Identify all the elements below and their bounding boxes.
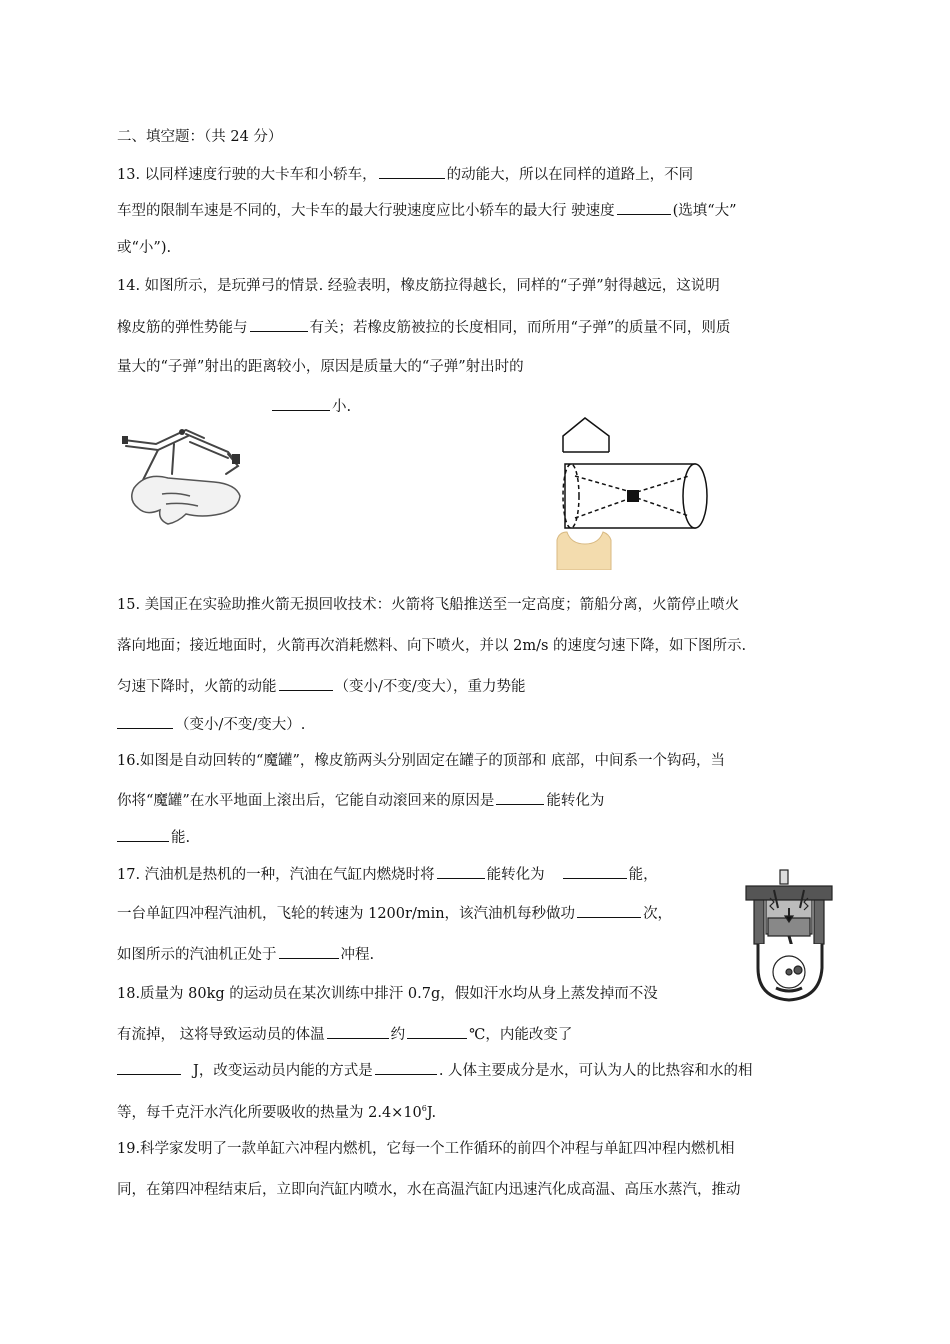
q17-line2: 一台单缸四冲程汽油机，飞轮的转速为 1200r/min，该汽油机每秒做功 次， (117, 903, 672, 924)
q13-line3: 或“小”). (117, 240, 172, 256)
q19-line1: 19.科学家发明了一款单缸六冲程内燃机，它每一个工作循环的前四个冲程与单缸四冲程内燃机相 (117, 1141, 735, 1157)
q17-line3: 如图所示的汽油机正处于 冲程. (117, 944, 374, 965)
answer-blank[interactable] (117, 827, 169, 842)
q15-line3: 匀速下降时，火箭的动能 （变小/不变/变大），重力势能 (117, 676, 526, 697)
q18-line4: 等，每千克汗水汽化所要吸收的热量为 $2.4\times 10^6J$. (117, 1104, 437, 1121)
q18-line3: J，改变运动员内能的方式是 . 人体主要成分是水，可认为人的比热容和水的相 (117, 1060, 753, 1081)
q15-line4: （变小/不变/变大）. (117, 714, 305, 735)
q14-line3: 量大的“子弹”射出的距离较小，原因是质量大的“子弹”射出时的 (117, 359, 524, 375)
answer-blank[interactable] (577, 903, 641, 918)
q19-line2: 同，在第四冲程结束后，立即向汽缸内喷水，水在高温汽缸内迅速汽化成高温、高压水蒸汽，推动 (117, 1182, 741, 1198)
q14-line2: 橡皮筋的弹性势能与 有关；若橡皮筋被拉的长度相同，而所用“子弹”的质量不同，则质 (117, 317, 730, 338)
slingshot-figure (116, 422, 252, 530)
answer-blank[interactable] (563, 864, 627, 879)
q16-line2: 你将“魔罐”在水平地面上滚出后，它能自动滚回来的原因是 能转化为 (117, 790, 604, 811)
answer-blank[interactable] (117, 714, 173, 729)
q15-line1: 15. 美国正在实验助推火箭无损回收技术：火箭将飞船推送至一定高度；箭船分离，火箭停止喷火 (117, 597, 740, 613)
answer-blank[interactable] (272, 396, 330, 411)
q13-line1: 13. 以同样速度行驶的大卡车和小轿车， 的动能大，所以在同样的道路上，不同 (117, 164, 693, 185)
answer-blank[interactable] (437, 864, 485, 879)
q15-line2: 落向地面；接近地面时，火箭再次消耗燃料、向下喷火，并以 2m/s 的速度匀速下降，如下图所示. (117, 638, 747, 654)
answer-blank[interactable] (117, 1060, 181, 1075)
q18-line2: 有流掉， 这将导致运动员的体温 约 ℃，内能改变了 (117, 1024, 572, 1045)
q13-line2: 车型的限制车速是不同的，大卡车的最大行驶速度应比小轿车的最大行 驶速度 (选填“大” (117, 200, 737, 221)
answer-blank[interactable] (279, 944, 339, 959)
q17-line1: 17. 汽油机是热机的一种，汽油在气缸内燃烧时将 能转化为 能， (117, 864, 658, 885)
answer-blank[interactable] (379, 164, 445, 179)
q16-line1: 16.如图是自动回转的“魔罐”，橡皮筋两头分别固定在罐子的顶部和 底部，中间系一个钩码，当 (117, 753, 725, 769)
q14-line4: 小. (270, 396, 351, 417)
engine-cylinder-figure (740, 868, 840, 1010)
answer-blank[interactable] (250, 317, 308, 332)
answer-blank[interactable] (327, 1024, 389, 1039)
answer-blank[interactable] (496, 790, 544, 805)
answer-blank[interactable] (617, 200, 671, 215)
magic-can-figure (545, 410, 720, 570)
section-title: 二、填空题：（共 24 分） (117, 129, 283, 145)
q14-line1: 14. 如图所示，是玩弹弓的情景. 经验表明，橡皮筋拉得越长，同样的“子弹”射得越远，这说明 (117, 278, 720, 294)
q18-line1: 18.质量为 80kg 的运动员在某次训练中排汗 0.7g，假如汗水均从身上蒸发掉而不没 (117, 986, 658, 1002)
answer-blank[interactable] (375, 1060, 437, 1075)
q16-line3: 能. (117, 827, 190, 848)
answer-blank[interactable] (279, 676, 333, 691)
answer-blank[interactable] (407, 1024, 467, 1039)
